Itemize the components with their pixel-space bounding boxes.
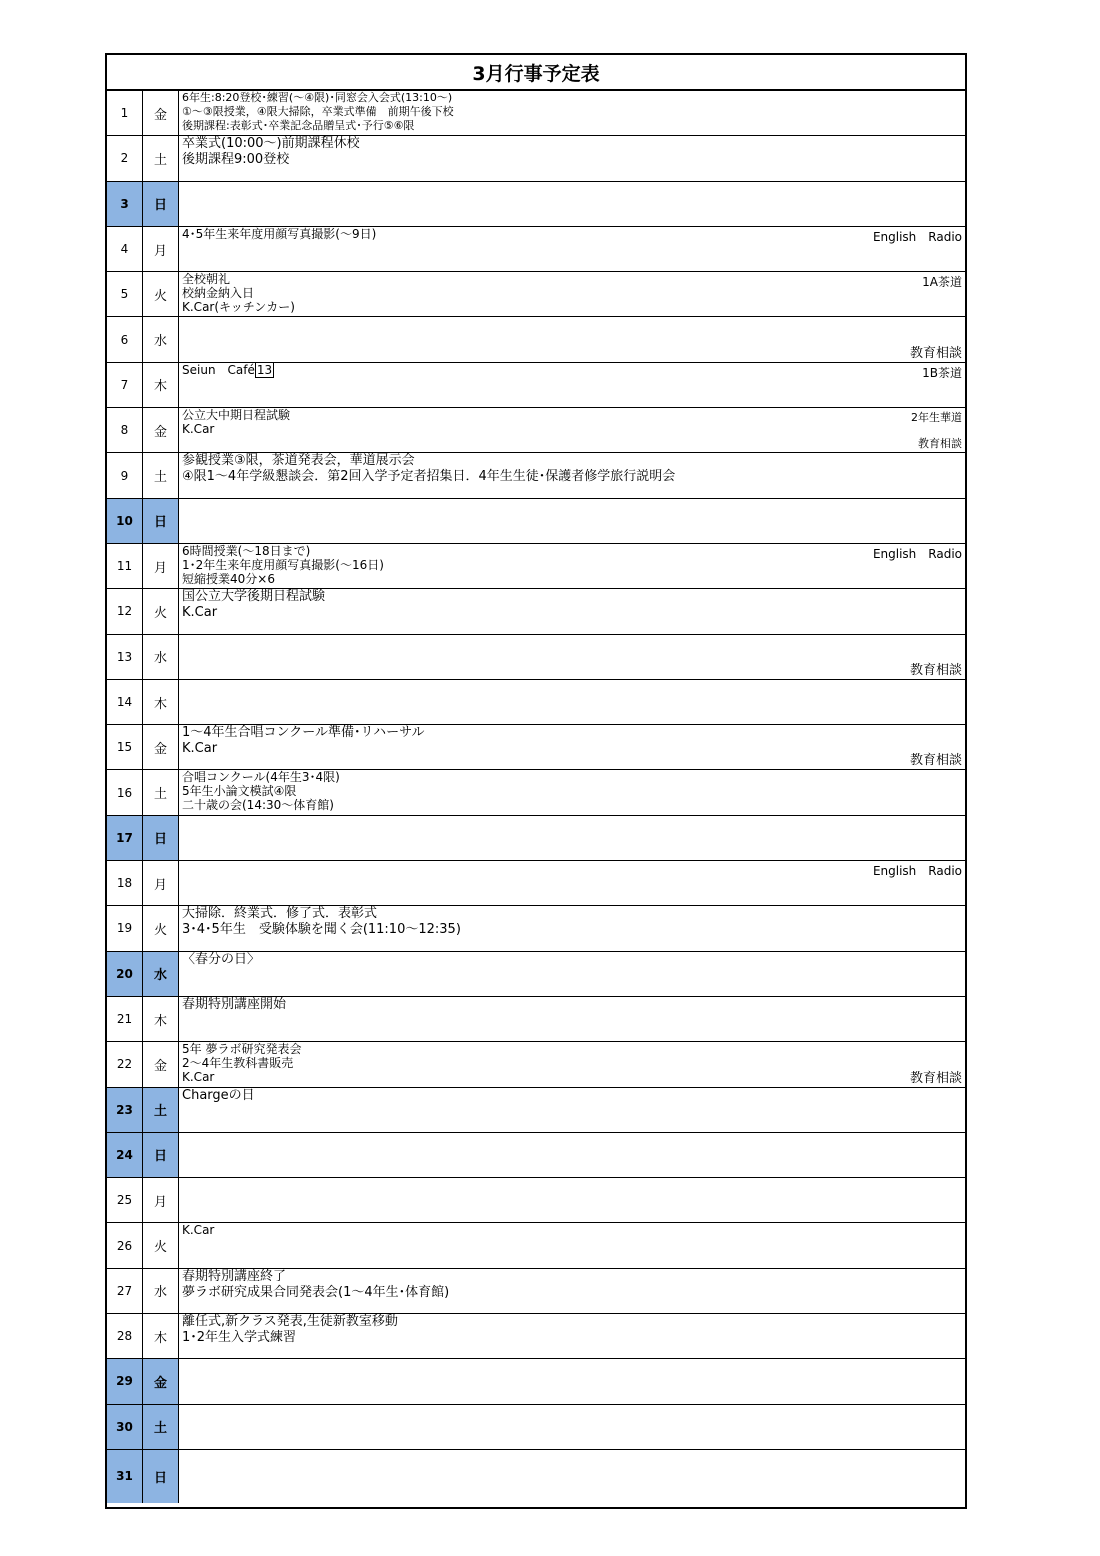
- event-lines: [182, 906, 962, 938]
- day-number: 11: [107, 544, 143, 588]
- event-line: 国公立大学後期日程試験: [182, 589, 326, 605]
- schedule-row: [107, 499, 965, 544]
- event-lines: [182, 1269, 962, 1301]
- event-line: 夢ラボ研究成果合同発表会(1～4年生･体育館): [182, 1284, 450, 1300]
- event-cell: [179, 544, 965, 588]
- schedule-row: [107, 635, 965, 680]
- schedule-row: [107, 136, 965, 181]
- day-of-week: 日: [143, 182, 179, 226]
- event-cell: [179, 635, 965, 679]
- schedule-rows: [107, 91, 965, 1503]
- day-number: 14: [107, 680, 143, 724]
- event-line: 3･4･5年生 受験体験を聞く会(11:10～12:35): [182, 922, 461, 938]
- event-lines: [182, 408, 962, 436]
- event-line: 1･2年生来年度用顔写真撮影(～16日): [182, 557, 384, 572]
- schedule-row: [107, 408, 965, 453]
- day-number: 3: [107, 182, 143, 226]
- event-lines: [182, 453, 962, 485]
- right-note-bottom: 教育相談: [918, 437, 962, 451]
- schedule-table: [105, 53, 967, 1509]
- day-number: 21: [107, 997, 143, 1041]
- event-cell: [179, 363, 965, 407]
- schedule-row: [107, 91, 965, 136]
- schedule-row: [107, 1088, 965, 1133]
- schedule-row: [107, 1133, 965, 1178]
- event-cell: [179, 1223, 965, 1267]
- event-cell: [179, 499, 965, 543]
- day-number: 7: [107, 363, 143, 407]
- day-of-week: 月: [143, 227, 179, 271]
- day-of-week: 木: [143, 680, 179, 724]
- event-line: 後期課程:表彰式･卒業記念品贈呈式･予行⑤⑥限: [182, 119, 415, 132]
- event-line: 大掃除．終業式．修了式．表彰式: [182, 906, 378, 922]
- event-cell: [179, 680, 965, 724]
- day-number: 2: [107, 136, 143, 180]
- event-cell: [179, 1178, 965, 1222]
- day-of-week: 金: [143, 408, 179, 452]
- schedule-row: [107, 182, 965, 227]
- day-of-week: 土: [143, 1405, 179, 1449]
- day-number: 12: [107, 589, 143, 633]
- day-number: 29: [107, 1359, 143, 1403]
- event-line: 1･2年生入学式練習: [182, 1330, 297, 1346]
- event-line: K.Car: [182, 1223, 215, 1238]
- event-line: 1～4年生合唱コンクール準備･リハーサル: [182, 725, 425, 741]
- day-number: 19: [107, 906, 143, 950]
- event-line: 4･5年生来年度用顔写真撮影(～9日): [182, 226, 377, 241]
- event-cell: [179, 1133, 965, 1177]
- event-cell: [179, 1450, 965, 1503]
- event-line: 公立大中期日程試験: [182, 408, 291, 423]
- event-line: 6時間授業(～18日まで): [182, 543, 311, 558]
- event-lines: [182, 997, 962, 1013]
- event-lines: [182, 952, 962, 968]
- right-note-top: 1B茶道: [922, 365, 962, 380]
- schedule-row: [107, 861, 965, 906]
- event-cell: [179, 770, 965, 814]
- schedule-row: [107, 1269, 965, 1314]
- right-note-top: English Radio: [872, 864, 962, 879]
- day-number: 20: [107, 952, 143, 996]
- event-cell: [179, 816, 965, 860]
- right-note-bottom: 教育相談: [909, 345, 962, 361]
- event-line: 二十歳の会(14:30～体育館): [182, 798, 334, 813]
- day-of-week: 日: [143, 816, 179, 860]
- event-lines: [182, 1088, 962, 1104]
- event-line: 5年生小論文模試④限: [182, 784, 297, 799]
- right-note-top: English Radio: [872, 229, 962, 244]
- schedule-row: [107, 1042, 965, 1087]
- day-of-week: 日: [143, 1133, 179, 1177]
- day-of-week: 日: [143, 499, 179, 543]
- day-of-week: 土: [143, 770, 179, 814]
- event-line: 校納金納入日: [182, 286, 255, 301]
- event-line: 合唱コンクール(4年生3･4限): [182, 770, 340, 785]
- day-of-week: 木: [143, 997, 179, 1041]
- day-of-week: 月: [143, 1178, 179, 1222]
- day-of-week: 金: [143, 725, 179, 769]
- boxed-number: 13: [256, 362, 273, 377]
- event-lines: [182, 725, 962, 757]
- event-cell: [179, 1042, 965, 1086]
- event-lines: [182, 136, 962, 168]
- event-line: Chargeの日: [182, 1087, 255, 1103]
- schedule-row: [107, 1314, 965, 1359]
- day-of-week: 金: [143, 1359, 179, 1403]
- event-line: K.Car(キッチンカー): [182, 300, 295, 315]
- event-line: K.Car: [182, 1070, 215, 1085]
- schedule-row: [107, 317, 965, 362]
- day-number: 9: [107, 453, 143, 497]
- event-cell: [179, 91, 965, 135]
- day-number: 30: [107, 1405, 143, 1449]
- event-lines: [182, 589, 962, 621]
- day-number: 1: [107, 91, 143, 135]
- event-lines: [182, 1223, 962, 1237]
- day-number: 13: [107, 635, 143, 679]
- day-number: 18: [107, 861, 143, 905]
- schedule-row: [107, 1178, 965, 1223]
- event-line: 6年生:8:20登校･練習(～④限)･同窓会入会式(13:10～): [182, 91, 453, 104]
- day-of-week: 火: [143, 272, 179, 316]
- schedule-row: [107, 589, 965, 634]
- event-lines: [182, 544, 962, 586]
- event-line: 参観授業③限，茶道発表会，華道展示会: [182, 453, 415, 469]
- day-number: 16: [107, 770, 143, 814]
- event-cell: [179, 1314, 965, 1358]
- event-cell: [179, 1405, 965, 1449]
- event-cell: [179, 861, 965, 905]
- day-of-week: 水: [143, 1269, 179, 1313]
- day-of-week: 土: [143, 136, 179, 180]
- day-of-week: 火: [143, 1223, 179, 1267]
- event-line: 5年 夢ラボ研究発表会: [182, 1042, 302, 1057]
- event-cell: [179, 136, 965, 180]
- day-of-week: 水: [143, 317, 179, 361]
- day-of-week: 土: [143, 453, 179, 497]
- day-of-week: 金: [143, 91, 179, 135]
- event-line: 2～4年生教科書販売: [182, 1056, 294, 1071]
- event-cell: [179, 182, 965, 226]
- schedule-row: [107, 906, 965, 951]
- event-cell: [179, 906, 965, 950]
- day-of-week: 金: [143, 1042, 179, 1086]
- schedule-row: [107, 680, 965, 725]
- right-note-top: 2年生華道: [911, 411, 962, 425]
- event-lines: [182, 1314, 962, 1346]
- right-note-bottom: 教育相談: [909, 1070, 962, 1086]
- event-cell: [179, 1088, 965, 1132]
- event-cell: [179, 589, 965, 633]
- event-line: K.Car: [182, 605, 218, 621]
- schedule-row: [107, 1359, 965, 1404]
- event-line: 全校朝礼: [182, 272, 231, 287]
- right-note-top: English Radio: [872, 546, 962, 561]
- event-line: K.Car: [182, 422, 215, 437]
- event-cell: [179, 725, 965, 769]
- event-line: ④限1～4年学級懇談会．第2回入学予定者招集日．4年生生徒･保護者修学旅行説明会: [182, 469, 676, 485]
- day-number: 31: [107, 1450, 143, 1503]
- event-cell: [179, 272, 965, 316]
- event-line: 短縮授業40分×6: [182, 571, 275, 586]
- day-number: 6: [107, 317, 143, 361]
- right-note-top: 1A茶道: [922, 275, 962, 290]
- event-line: 卒業式(10:00～)前期課程休校: [182, 136, 360, 152]
- event-line: 春期特別講座終了: [182, 1268, 287, 1284]
- schedule-row: [107, 544, 965, 589]
- day-of-week: 木: [143, 363, 179, 407]
- schedule-row: [107, 770, 965, 815]
- event-line: 〈春分の日〉: [182, 951, 261, 967]
- day-number: 17: [107, 816, 143, 860]
- event-line: 後期課程9:00登校: [182, 152, 290, 168]
- schedule-row: [107, 1223, 965, 1268]
- day-of-week: 火: [143, 906, 179, 950]
- event-lines: [182, 227, 962, 241]
- day-of-week: 木: [143, 1314, 179, 1358]
- event-cell: [179, 952, 965, 996]
- day-of-week: 水: [143, 952, 179, 996]
- schedule-row: [107, 363, 965, 408]
- event-lines: [182, 363, 962, 377]
- day-number: 26: [107, 1223, 143, 1267]
- schedule-row: [107, 1405, 965, 1450]
- day-of-week: 火: [143, 589, 179, 633]
- day-number: 10: [107, 499, 143, 543]
- schedule-row: [107, 816, 965, 861]
- day-number: 28: [107, 1314, 143, 1358]
- day-number: 5: [107, 272, 143, 316]
- event-cell: [179, 997, 965, 1041]
- schedule-row: [107, 952, 965, 997]
- day-number: 25: [107, 1178, 143, 1222]
- schedule-row: [107, 453, 965, 498]
- day-number: 23: [107, 1088, 143, 1132]
- day-of-week: 日: [143, 1450, 179, 1503]
- day-of-week: 土: [143, 1088, 179, 1132]
- event-line: ①～③限授業，④限大掃除，卒業式準備 前期午後下校: [182, 105, 454, 118]
- schedule-row: [107, 725, 965, 770]
- day-of-week: 月: [143, 861, 179, 905]
- event-cell: [179, 227, 965, 271]
- event-line: K.Car: [182, 741, 218, 757]
- right-note-bottom: 教育相談: [909, 753, 962, 769]
- event-lines: [182, 1042, 962, 1084]
- event-cell: [179, 1269, 965, 1313]
- day-number: 24: [107, 1133, 143, 1177]
- day-number: 27: [107, 1269, 143, 1313]
- event-line: 離任式,新クラス発表,生徒新教室移動: [182, 1314, 398, 1330]
- event-lines: [182, 770, 962, 812]
- day-of-week: 水: [143, 635, 179, 679]
- schedule-row: [107, 1450, 965, 1503]
- schedule-row: [107, 227, 965, 272]
- event-lines: [182, 272, 962, 314]
- day-number: 8: [107, 408, 143, 452]
- event-cell: [179, 453, 965, 497]
- schedule-row: [107, 997, 965, 1042]
- event-cell: [179, 408, 965, 452]
- schedule-row: [107, 272, 965, 317]
- event-line: Seiun Café 13: [182, 362, 273, 377]
- event-lines: [182, 91, 962, 133]
- day-number: 15: [107, 725, 143, 769]
- day-of-week: 月: [143, 544, 179, 588]
- right-note-bottom: 教育相談: [909, 662, 962, 678]
- event-line: 春期特別講座開始: [182, 996, 287, 1012]
- day-number: 22: [107, 1042, 143, 1086]
- event-cell: [179, 317, 965, 361]
- event-cell: [179, 1359, 965, 1403]
- page-title: 3月行事予定表: [107, 55, 965, 91]
- day-number: 4: [107, 227, 143, 271]
